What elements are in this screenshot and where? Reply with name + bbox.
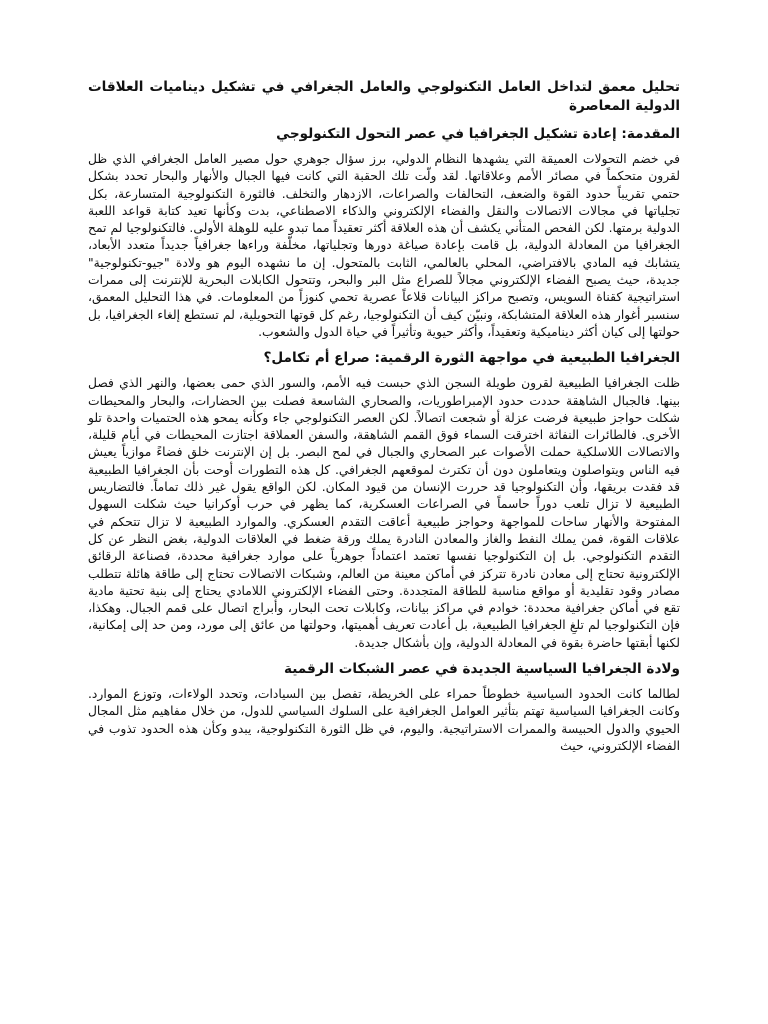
document-page — [88, 78, 680, 763]
document-title: تحليل معمق لتداخل العامل التكنولوجي والعامل الجغرافي في تشكيل ديناميات العلاقات الدولية المعاصرة — [88, 79, 680, 114]
section-heading-new-geopolitics: ولادة الجغرافيا السياسية الجديدة في عصر الشبكات الرقمية — [283, 661, 680, 678]
section-body-natural-geography: ظلت الجغرافيا الطبيعية لقرون طويلة السجن الذي حبست فيه الأمم، والسور الذي حمى بعضها، والنهر الذي فصل بينها. فالجبال الشاهقة حددت حدود الإمبراطوريات، والصحاري الشاسعة فصلت بين الحضارات، والبحار والمحيطات شكلت حواجز طبيعية فرضت عزلة أو شجعت اتصالاً. لكن العصر التكنولوجي جاء وكأنه يمحو هذه الحتميات واحدة تلو الأخرى. فالطائرات النفاثة اخترقت السماء فوق القمم الشاهقة، والسفن العملاقة اجتازت المحيطات في أيام قليلة، والاتصالات اللاسلكية حملت الأصوات عبر الصحاري والجبال في لمح البصر. بل إن الإنترنت خلق فضاءً موازياً يعيش فيه الناس ويتواصلون ويتعاملون دون أن تكترث لموقعهم الجغرافي. كل هذه التطورات أوحت بأن الجغرافيا الطبيعية قد فقدت بريقها، وأن التكنولوجيا قد حررت الإنسان من قيود المكان. لكن الواقع يقول غير ذلك تماماً. فالتضاريس الطبيعية لا تزال تلعب دوراً حاسماً في الصراعات العسكرية، كما يظهر في حرب أوكرانيا حيث شكلت السهول المفتوحة والأنهار ساحات للمواجهة وحواجز طبيعية أعاقت التقدم العسكري. والموارد الطبيعية لا تزال تتحكم في علاقات القوة، فمن يملك النفط والغاز والمعادن النادرة يملك ورقة ضغط في العلاقات الدولية، بغض النظر عن كل التقدم التكنولوجي. بل إن التكنولوجيا نفسها تعتمد اعتماداً جوهرياً على موارد جغرافية محددة، فصناعة الرقائق الإلكترونية تحتاج إلى معادن نادرة تتركز في أماكن معينة من العالم، وشبكات الاتصالات تحتاج إلى طاقة هائلة تتطلب مصادر وقود تقليدية أو مواقع مناسبة للطاقة المتجددة. وحتى الفضاء الإلكتروني اللامادي يحتاج إلى بنية تحتية مادية تقع في أماكن جغرافية محددة: خوادم في مراكز بيانات، وكابلات تحت البحار، وأبراج اتصال على قمم الجبال. وهكذا، فإن التكنولوجيا لم تلغِ الجغرافيا الطبيعية، بل أعادت تعريف أهميتها، وحولتها من عائق إلى مورد، ومن حد إلى إمكانية، لكنها أبقتها حاضرة بقوة في المعادلة الدولية، وإن بأشكال جديدة. — [88, 376, 680, 650]
section-heading-natural-geography: الجغرافيا الطبيعية في مواجهة الثورة الرقمية: صراع أم تكامل؟ — [263, 350, 680, 367]
section-body-introduction: في خضم التحولات العميقة التي يشهدها النظام الدولي، برز سؤال جوهري حول مصير العامل الجغرافي الذي ظل لقرون متحكماً في مصائر الأمم وعلاقاتها. لقد ولّت تلك الحقبة التي كانت فيها الجبال والأنهار والبحار تحدد بشكل حتمي تقريباً حدود القوة والضعف، التحالفات والصراعات، الازدهار والتخلف. فالثورة التكنولوجية المتسارعة، بكل تجلياتها في مجالات الاتصالات والنقل والفضاء الإلكتروني والذكاء الاصطناعي، بدت وكأنها تعيد كتابة قواعد اللعبة الدولية برمتها. لكن الفحص المتأني يكشف أن هذه العلاقة أكثر تعقيداً مما تبدو عليه للوهلة الأولى. فالتكنولوجيا لم تمح الجغرافيا من المعادلة الدولية، بل قامت بإعادة صياغة دورها وتجلياتها، مخلّفة وراءها جغرافياً جديداً متعدد الأبعاد، يتشابك فيه المادي بالافتراضي، المحلي بالعالمي، الثابت بالمتحول. إن ما نشهده اليوم هو ولادة "جيو-تكنولوجية" جديدة، حيث يصبح الفضاء الإلكتروني مجالاً للصراع مثل البر والبحر، وتتحول الكابلات البحرية للإنترنت إلى ممرات استراتيجية كقناة السويس، وتصبح مراكز البيانات قلاعاً عصرية تحمي كنوزاً من المعلومات. في هذا التحليل المعمق، سنسبر أغوار هذه العلاقة المتشابكة، ونبيّن كيف أن التكنولوجيا، رغم كل قوتها التحويلية، لم تستطع إلغاء الجغرافيا، بل حولتها إلى كيان أكثر ديناميكية وتعقيداً، وأكثر حيوية وتأثيراً في حياة الدول والشعوب. — [88, 152, 680, 339]
section-heading-introduction: المقدمة: إعادة تشكيل الجغرافيا في عصر التحول التكنولوجي — [276, 126, 680, 142]
section-body-new-geopolitics: لطالما كانت الحدود السياسية خطوطاً حمراء على الخريطة، تفصل بين السيادات، وتحدد الولاءات، وتوزع الموارد. وكانت الجغرافيا السياسية تهتم بتأثير العوامل الجغرافية على السلوك السياسي للدول، من خلال مفاهيم مثل المجال الحيوي والدول الحبيسة والممرات الاستراتيجية. واليوم، في ظل الثورة التكنولوجية، يبدو وكأن هذه الحدود تذوب في الفضاء الإلكتروني، حيث — [88, 687, 680, 753]
